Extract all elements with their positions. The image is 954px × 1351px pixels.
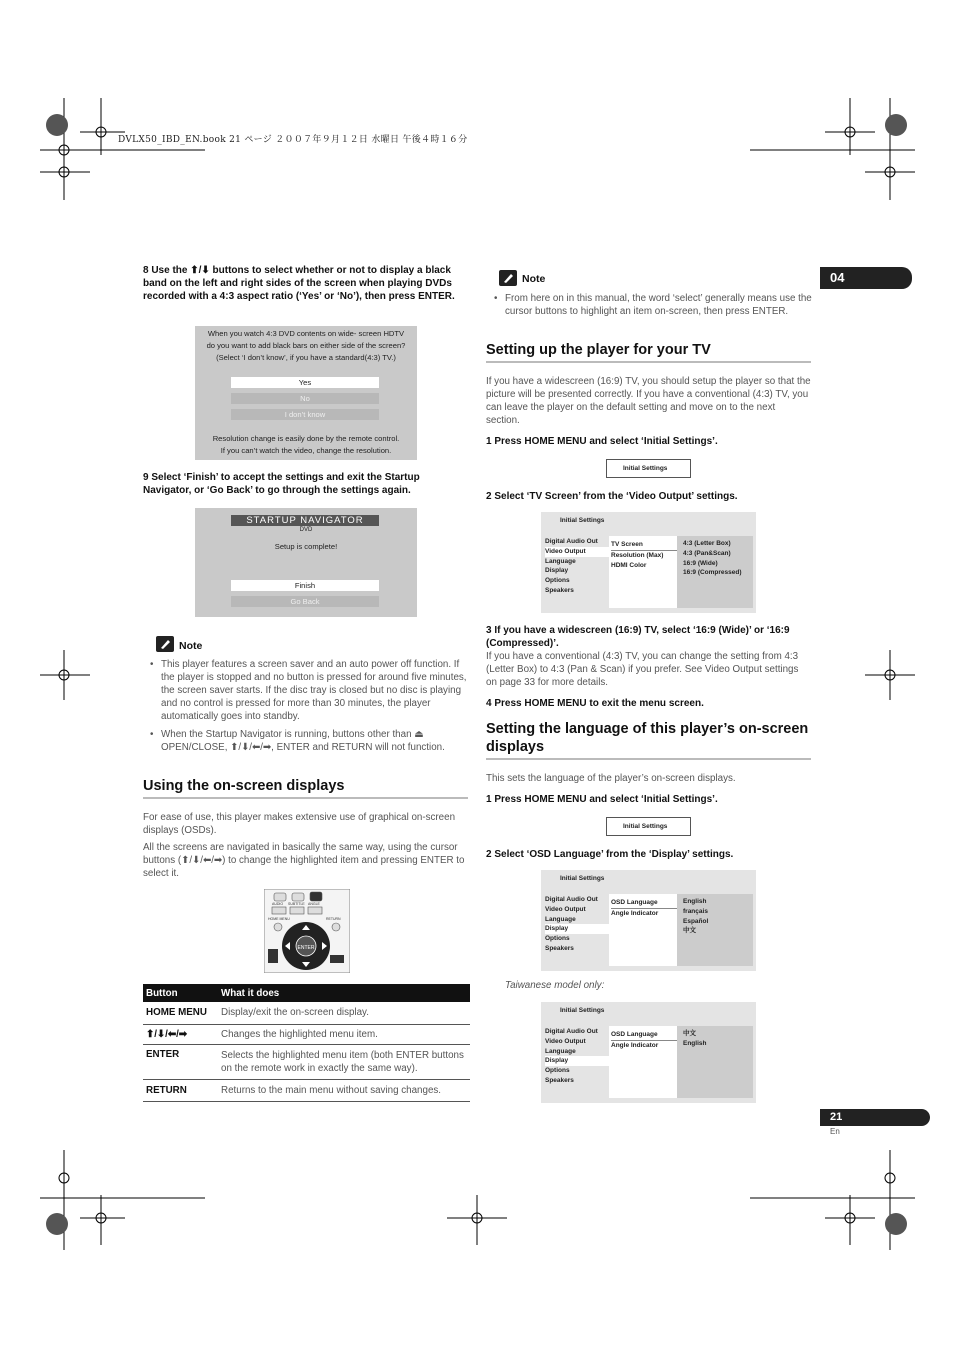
setup-complete-message: Setup is complete! <box>274 542 338 551</box>
menu-item[interactable]: Options <box>545 1067 570 1075</box>
taiwan-caption: Taiwanese model only: <box>505 980 605 991</box>
step-8: 8 Use the ⬆/⬇ buttons to select whether or not to display a black band on the left and right sides of the screen when playing DVDs recorded with a 4:3 aspect ratio (‘Yes’ or ‘No’), then press ENTER. <box>143 265 455 302</box>
remote-key-label: ANGLE <box>308 902 320 906</box>
menu-item[interactable]: Digital Audio Out <box>545 1028 598 1035</box>
table-cell: HOME MENU <box>146 1007 207 1018</box>
menu-item[interactable]: Speakers <box>545 586 574 594</box>
menu-item[interactable]: Video Output <box>545 905 586 913</box>
menu-item[interactable]: 中文 <box>683 927 696 935</box>
table-row <box>143 1024 470 1044</box>
section-rule <box>486 758 811 760</box>
menu-item[interactable]: 4:3 (Letter Box) <box>683 540 731 547</box>
step-2: 2 Select ‘OSD Language’ from the ‘Display’ settings. <box>486 849 734 860</box>
menu-item[interactable]: English <box>683 898 707 905</box>
table-cell: Changes the highlighted menu item. <box>221 1028 378 1040</box>
table-header: Button <box>146 987 178 999</box>
menu-item[interactable]: Angle Indicator <box>611 1041 659 1049</box>
menu-item[interactable]: Display <box>545 1056 609 1066</box>
print-header: DVLX50_IBD_EN.book 21 ページ ２００７年９月１２日 水曜日 午後４時１６分 <box>118 135 468 145</box>
screen-question-line: (Select ‘I don’t know’, if you have a standard(4:3) TV.) <box>216 353 396 362</box>
screen-question-line: do you want to add black bars on either side of the screen? <box>206 341 406 350</box>
go-back-option[interactable]: Go Back <box>231 596 379 607</box>
section-rule <box>143 797 468 799</box>
table-cell: Selects the highlighted menu item (both ENTER buttons on the remote work in exactly the same way). <box>221 1049 464 1074</box>
navigator-subtitle: DVD <box>299 527 313 533</box>
note-bullet: • From here on in this manual, the word ‘select’ generally means use the cursor buttons to highlight an item on-screen, then press ENTER. <box>494 293 812 317</box>
menu-item[interactable]: Display <box>545 924 609 934</box>
remote-key-label: HOME MENU <box>268 917 290 921</box>
paragraph: For ease of use, this player makes extensive use of graphical on-screen displays (OSDs). <box>143 812 456 836</box>
screen-footer-line: Resolution change is easily done by the remote control. <box>212 434 400 443</box>
menu-item[interactable]: Language <box>545 915 576 923</box>
menu-item[interactable]: 16:9 (Compressed) <box>683 569 742 577</box>
menu-item[interactable]: 16:9 (Wide) <box>683 559 718 567</box>
note-icon <box>499 270 517 286</box>
page-number: 21 <box>820 1109 930 1126</box>
menu-item[interactable]: Digital Audio Out <box>545 538 598 545</box>
remote-control-illustration <box>264 889 350 973</box>
aspect-ratio-screen <box>195 326 417 460</box>
startup-navigator-screen <box>195 508 417 617</box>
step-3: 3 If you have a widescreen (16:9) TV, select ‘16:9 (Wide)’ or ‘16:9 (Compressed)’. <box>486 625 790 649</box>
step-4: 4 Press HOME MENU to exit the menu screen. <box>486 698 704 709</box>
section-title: Using the on-screen displays <box>143 778 345 794</box>
table-row <box>143 1002 470 1024</box>
menu-item[interactable]: Language <box>545 557 576 565</box>
menu-item[interactable]: Video Output <box>545 1037 586 1045</box>
table-cell: ⬆/⬇/⬅/➡ <box>146 1028 188 1040</box>
chapter-tab: 04 <box>820 267 912 289</box>
paragraph: If you have a widescreen (16:9) TV, you should setup the player so that the picture will be presented correctly. If you have a conventional (4:3) TV, you can leave the player on the default setting and move on to the next section. <box>486 376 811 426</box>
osd-language-menu-taiwan <box>541 1002 756 1103</box>
option-dont-know[interactable]: I don’t know <box>231 409 379 420</box>
menu-item[interactable]: Display <box>545 567 569 575</box>
initial-settings-box[interactable]: Initial Settings <box>606 459 691 478</box>
paragraph: If you have a conventional (4:3) TV, you can change the setting from 4:3 (Letter Box) to 4:3 (Pan & Scan) if you prefer. See Video Output settings on page 33 for more details. <box>486 651 799 688</box>
menu-item[interactable]: Language <box>545 1047 576 1055</box>
menu-item[interactable]: Resolution (Max) <box>611 551 664 559</box>
menu-title: Initial Settings <box>560 1007 605 1014</box>
menu-item[interactable]: Angle Indicator <box>611 909 659 917</box>
paragraph: This sets the language of the player’s on-screen displays. <box>486 773 736 784</box>
section-title: Setting the language of this player’s on-screen displays <box>486 721 809 755</box>
paragraph: All the screens are navigated in basically the same way, using the cursor buttons (⬆/⬇/⬅/➡) to change the highlighted item and pressing ENTER to select it. <box>143 842 465 879</box>
menu-item[interactable]: Español <box>683 917 709 925</box>
table-row <box>143 1079 470 1101</box>
initial-settings-box[interactable]: Initial Settings <box>606 817 691 836</box>
table-header: What it does <box>221 987 280 999</box>
language-code: En <box>830 1127 840 1136</box>
menu-title: Initial Settings <box>560 517 605 524</box>
screen-question-line: When you watch 4:3 DVD contents on wide- screen HDTV <box>207 329 405 338</box>
step-9: 9 Select ‘Finish’ to accept the settings and exit the Startup Navigator, or ‘Go Back’ to go through the settings again. <box>143 472 420 496</box>
step-1: 1 Press HOME MENU and select ‘Initial Settings’. <box>486 436 718 447</box>
osd-language-menu <box>541 870 756 971</box>
screen-footer-line: If you can’t watch the video, change the resolution. <box>220 446 392 455</box>
menu-item[interactable]: Digital Audio Out <box>545 896 598 903</box>
menu-item[interactable]: Options <box>545 577 570 585</box>
menu-item[interactable]: English <box>683 1039 707 1047</box>
note-icon <box>156 636 174 652</box>
tv-screen-menu <box>541 512 756 613</box>
remote-key-label: RETURN <box>326 917 341 921</box>
menu-item[interactable]: 4:3 (Pan&Scan) <box>683 549 731 557</box>
table-cell: Returns to the main menu without saving changes. <box>221 1084 442 1096</box>
button-table <box>143 984 470 1102</box>
menu-item[interactable]: français <box>683 907 708 915</box>
step-1: 1 Press HOME MENU and select ‘Initial Settings’. <box>486 794 718 805</box>
table-cell: Display/exit the on-screen display. <box>221 1007 369 1018</box>
table-cell: RETURN <box>146 1084 187 1096</box>
menu-item[interactable]: 中文 <box>683 1030 696 1037</box>
section-rule <box>486 361 811 363</box>
note-bullet: • When the Startup Navigator is running, buttons other than ⏏ OPEN/CLOSE, ⬆/⬇/⬅/➡, ENTER and RETURN will not function. <box>150 729 445 753</box>
navigator-title: STARTUP NAVIGATOR <box>231 515 379 526</box>
finish-option[interactable]: Finish <box>231 580 379 591</box>
enter-key-label: ENTER <box>297 945 315 951</box>
menu-item[interactable]: Options <box>545 935 570 943</box>
note-heading: Note <box>179 640 203 652</box>
menu-item[interactable]: Speakers <box>545 944 574 952</box>
menu-item[interactable]: Speakers <box>545 1076 574 1084</box>
step-2: 2 Select ‘TV Screen’ from the ‘Video Output’ settings. <box>486 491 738 502</box>
menu-item[interactable]: Video Output <box>545 547 609 557</box>
option-yes[interactable]: Yes <box>231 377 379 388</box>
menu-item[interactable]: OSD Language <box>611 1030 677 1041</box>
note-bullet: • This player features a screen saver and an auto power off function. If the player is stopped and no button is pressed for around five minutes, the screen saver starts. If the disc tray is closed but no disc is playing and no control is pressed for more than 30 minutes, the player automatically goes into standby. <box>150 659 467 722</box>
remote-key-label: AUDIO <box>272 902 284 906</box>
note-heading: Note <box>522 273 546 285</box>
section-title: Setting up the player for your TV <box>486 342 711 358</box>
table-row <box>143 1044 470 1079</box>
table-cell: ENTER <box>146 1048 180 1060</box>
menu-title: Initial Settings <box>560 875 605 882</box>
option-no[interactable]: No <box>231 393 379 404</box>
remote-key-label: SUBTITLE <box>288 902 305 906</box>
menu-item[interactable]: OSD Language <box>611 898 677 909</box>
menu-item[interactable]: HDMI Color <box>611 561 647 569</box>
menu-item[interactable]: TV Screen <box>611 540 677 551</box>
